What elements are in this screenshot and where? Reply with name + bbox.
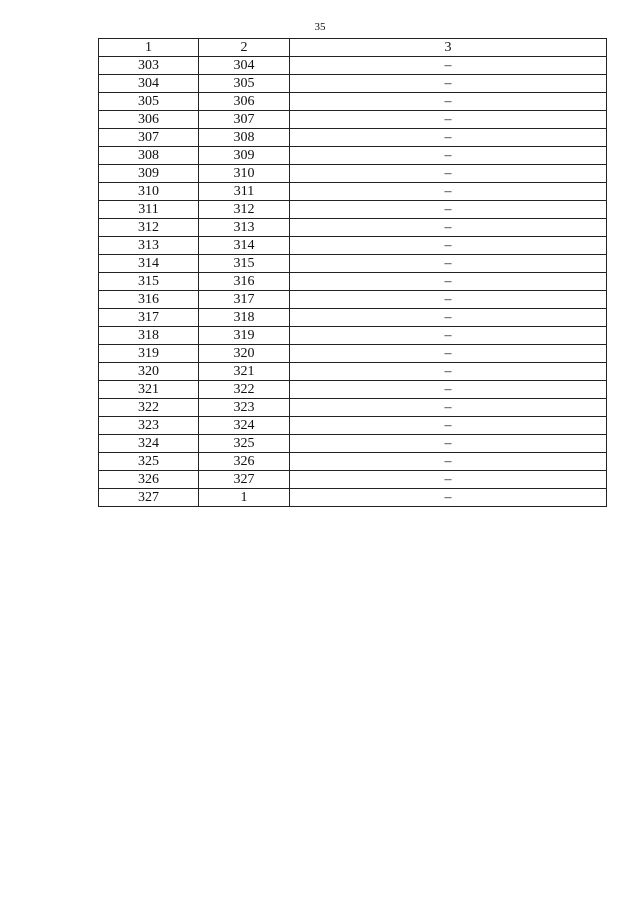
table-row	[99, 471, 607, 489]
table-cell-col-1: 318	[99, 327, 199, 345]
table-cell-col-2: 304	[199, 57, 290, 75]
table-row	[99, 237, 607, 255]
table-cell-col-3: –	[290, 471, 607, 489]
table-body	[99, 57, 607, 507]
table-cell-col-1: 317	[99, 309, 199, 327]
table-cell-col-1: 303	[99, 57, 199, 75]
table-cell-col-2: 313	[199, 219, 290, 237]
data-table	[98, 38, 607, 507]
table-row	[99, 93, 607, 111]
table-cell-col-3: –	[290, 327, 607, 345]
table-row	[99, 435, 607, 453]
table-row	[99, 381, 607, 399]
table-cell-col-2: 327	[199, 471, 290, 489]
table-cell-col-2: 309	[199, 147, 290, 165]
table-cell-col-1: 316	[99, 291, 199, 309]
table-cell-col-2: 311	[199, 183, 290, 201]
table-cell-col-2: 305	[199, 75, 290, 93]
table-cell-col-1: 312	[99, 219, 199, 237]
table-cell-col-2: 325	[199, 435, 290, 453]
table-cell-col-2: 320	[199, 345, 290, 363]
table-cell-col-3: –	[290, 57, 607, 75]
table-cell-col-2: 312	[199, 201, 290, 219]
table-cell-col-1: 313	[99, 237, 199, 255]
table-cell-col-1: 306	[99, 111, 199, 129]
table-cell-col-3: –	[290, 255, 607, 273]
table-row	[99, 345, 607, 363]
table-cell-col-1: 311	[99, 201, 199, 219]
table-cell-col-3: –	[290, 111, 607, 129]
table-cell-col-3: –	[290, 399, 607, 417]
table-cell-col-3: –	[290, 93, 607, 111]
table-cell-col-3: –	[290, 165, 607, 183]
table-cell-col-2: 315	[199, 255, 290, 273]
table-cell-col-1: 304	[99, 75, 199, 93]
table-cell-col-2: 317	[199, 291, 290, 309]
table-cell-col-1: 327	[99, 489, 199, 507]
table-cell-col-1: 308	[99, 147, 199, 165]
table-cell-col-3: –	[290, 291, 607, 309]
table-row	[99, 255, 607, 273]
table-row	[99, 165, 607, 183]
table-cell-col-1: 320	[99, 363, 199, 381]
table-cell-col-3: –	[290, 309, 607, 327]
table-row	[99, 147, 607, 165]
table-cell-col-3: –	[290, 237, 607, 255]
table-cell-col-3: –	[290, 417, 607, 435]
table-row	[99, 201, 607, 219]
table-row	[99, 219, 607, 237]
table-cell-col-2: 1	[199, 489, 290, 507]
table-cell-col-1: 315	[99, 273, 199, 291]
table-row	[99, 291, 607, 309]
table-cell-col-2: 310	[199, 165, 290, 183]
table-row	[99, 417, 607, 435]
page-number: 35	[314, 21, 326, 33]
table-cell-col-2: 314	[199, 237, 290, 255]
table-cell-col-1: 323	[99, 417, 199, 435]
table-row	[99, 111, 607, 129]
table-cell-col-3: –	[290, 129, 607, 147]
table-cell-col-2: 322	[199, 381, 290, 399]
table-header-row	[99, 39, 607, 57]
table-cell-col-2: 308	[199, 129, 290, 147]
table-cell-col-3: –	[290, 435, 607, 453]
table-row	[99, 363, 607, 381]
table-cell-col-1: 326	[99, 471, 199, 489]
table-row	[99, 453, 607, 471]
table-cell-col-1: 322	[99, 399, 199, 417]
table-cell-col-1: 324	[99, 435, 199, 453]
table-cell-col-2: 324	[199, 417, 290, 435]
table-cell-col-2: 307	[199, 111, 290, 129]
table-cell-col-3: –	[290, 75, 607, 93]
table-row	[99, 309, 607, 327]
table-row	[99, 75, 607, 93]
table-cell-col-2: 316	[199, 273, 290, 291]
table-cell-col-3: –	[290, 363, 607, 381]
table-cell-col-2: 321	[199, 363, 290, 381]
table-cell-col-1: 310	[99, 183, 199, 201]
table-cell-col-2: 318	[199, 309, 290, 327]
column-header-3: 3	[290, 39, 607, 57]
table-cell-col-1: 314	[99, 255, 199, 273]
table-cell-col-3: –	[290, 147, 607, 165]
table-row	[99, 183, 607, 201]
table-cell-col-2: 326	[199, 453, 290, 471]
table-cell-col-2: 306	[199, 93, 290, 111]
table-cell-col-3: –	[290, 345, 607, 363]
table-row	[99, 57, 607, 75]
table-cell-col-3: –	[290, 183, 607, 201]
table-cell-col-3: –	[290, 381, 607, 399]
column-header-1: 1	[99, 39, 199, 57]
table-row	[99, 399, 607, 417]
table-cell-col-3: –	[290, 219, 607, 237]
table-cell-col-2: 323	[199, 399, 290, 417]
table-cell-col-3: –	[290, 453, 607, 471]
table-row	[99, 327, 607, 345]
table-row	[99, 273, 607, 291]
table-cell-col-3: –	[290, 489, 607, 507]
table-cell-col-1: 321	[99, 381, 199, 399]
table-cell-col-1: 319	[99, 345, 199, 363]
table-cell-col-1: 305	[99, 93, 199, 111]
table-row	[99, 489, 607, 507]
table-cell-col-1: 309	[99, 165, 199, 183]
column-header-2: 2	[199, 39, 290, 57]
table-cell-col-2: 319	[199, 327, 290, 345]
table-cell-col-1: 307	[99, 129, 199, 147]
table-row	[99, 129, 607, 147]
table-cell-col-3: –	[290, 273, 607, 291]
table-cell-col-3: –	[290, 201, 607, 219]
table-cell-col-1: 325	[99, 453, 199, 471]
